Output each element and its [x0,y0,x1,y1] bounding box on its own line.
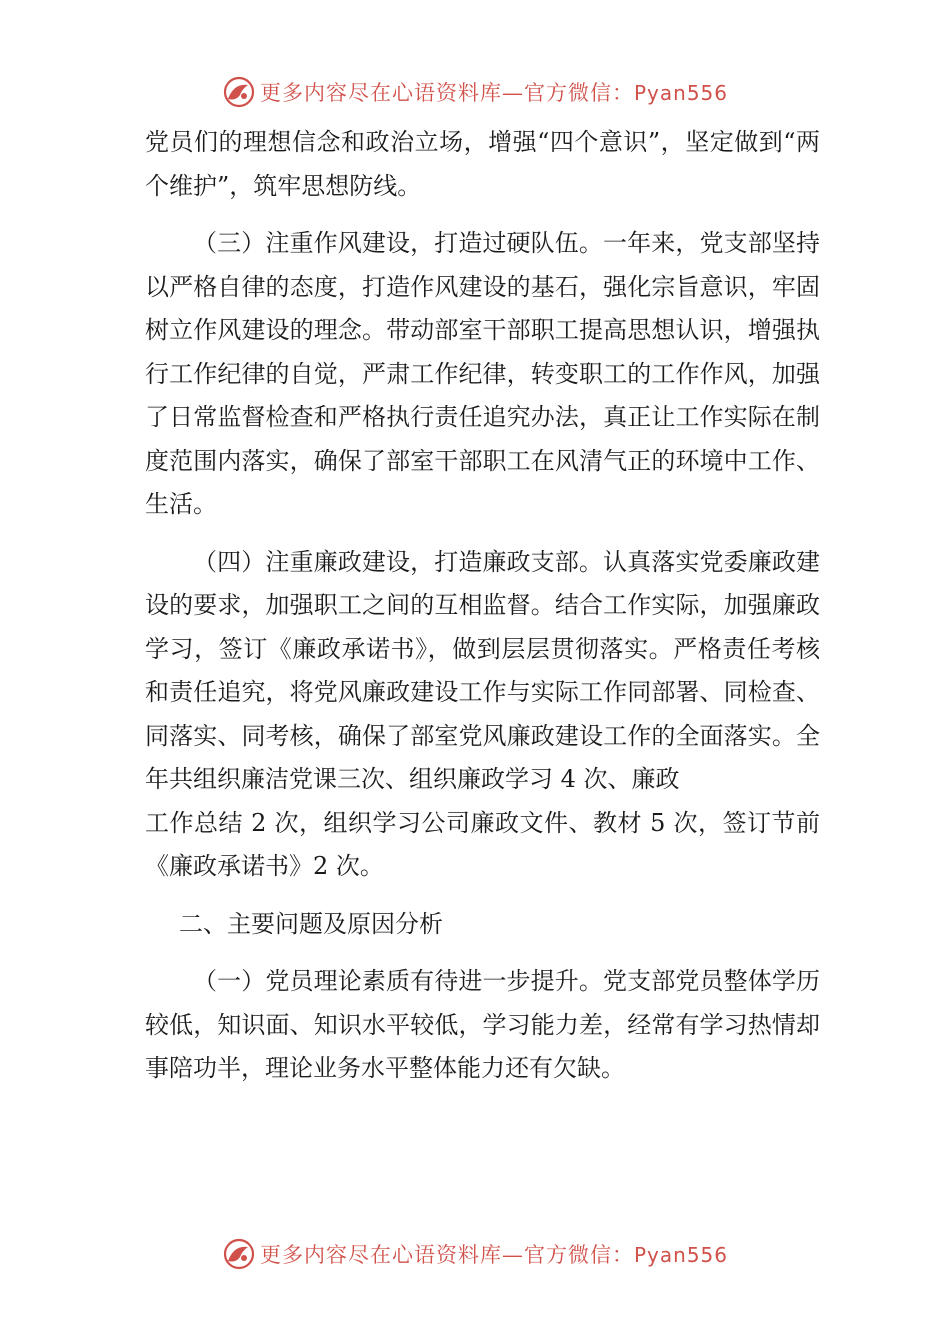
header-banner-label: 更多内容尽在心语资料库—官方微信： [259,81,634,105]
document-body [145,121,820,1091]
paragraph-3: （四）注重廉政建设，打造廉政支部。认真落实党委廉政建设的要求，加强职工之间的互相监督。结合工作实际，加强廉政学习，签订《廉政承诺书》，做到层层贯彻落实。严格责任考核和责任追究，将党风廉政建设工作与实际工作同部署、同检查、同落实、同考核，确保了部室党风廉政建设工作的全面落实。全年共组织廉洁党课三次、组织廉政学习 4 次、廉政 [145,547,820,793]
header-banner [0,72,950,112]
footer-wechat-id: Pyan556 [633,1243,728,1267]
section-heading: 二、主要问题及原因分析 [179,909,443,938]
header-wechat-id: Pyan556 [633,81,728,105]
header-banner-text [260,77,728,107]
paragraph-1: 党员们的理想信念和政治立场，增强“四个意识”，坚定做到“两个维护”，筑牢思想防线。 [145,128,820,200]
footer-banner-text [260,1239,728,1269]
footer-banner-label: 更多内容尽在心语资料库—官方微信： [259,1243,634,1267]
paragraph-4: （一）党员理论素质有待进一步提升。党支部党员整体学历较低，知识面、知识水平较低，学习能力差，经常有学习热情却事陪功半，理论业务水平整体能力还有欠缺。 [145,967,820,1082]
logo-icon [222,75,256,109]
logo-icon [222,1237,256,1271]
footer-banner [0,1234,950,1274]
paragraph-3-continued: 工作总结 2 次，组织学习公司廉政文件、教材 5 次，签订节前《廉政承诺书》2 次。 [145,808,820,880]
paragraph-2: （三）注重作风建设，打造过硬队伍。一年来，党支部坚持以严格自律的态度，打造作风建设的基石，强化宗旨意识，牢固树立作风建设的理念。带动部室干部职工提高思想认识，增强执行工作纪律的自觉，严肃工作纪律，转变职工的工作作风，加强了日常监督检查和严格执行责任追究办法，真正让工作实际在制度范围内落实，确保了部室干部职工在风清气正的环境中工作、生活。 [145,229,820,518]
